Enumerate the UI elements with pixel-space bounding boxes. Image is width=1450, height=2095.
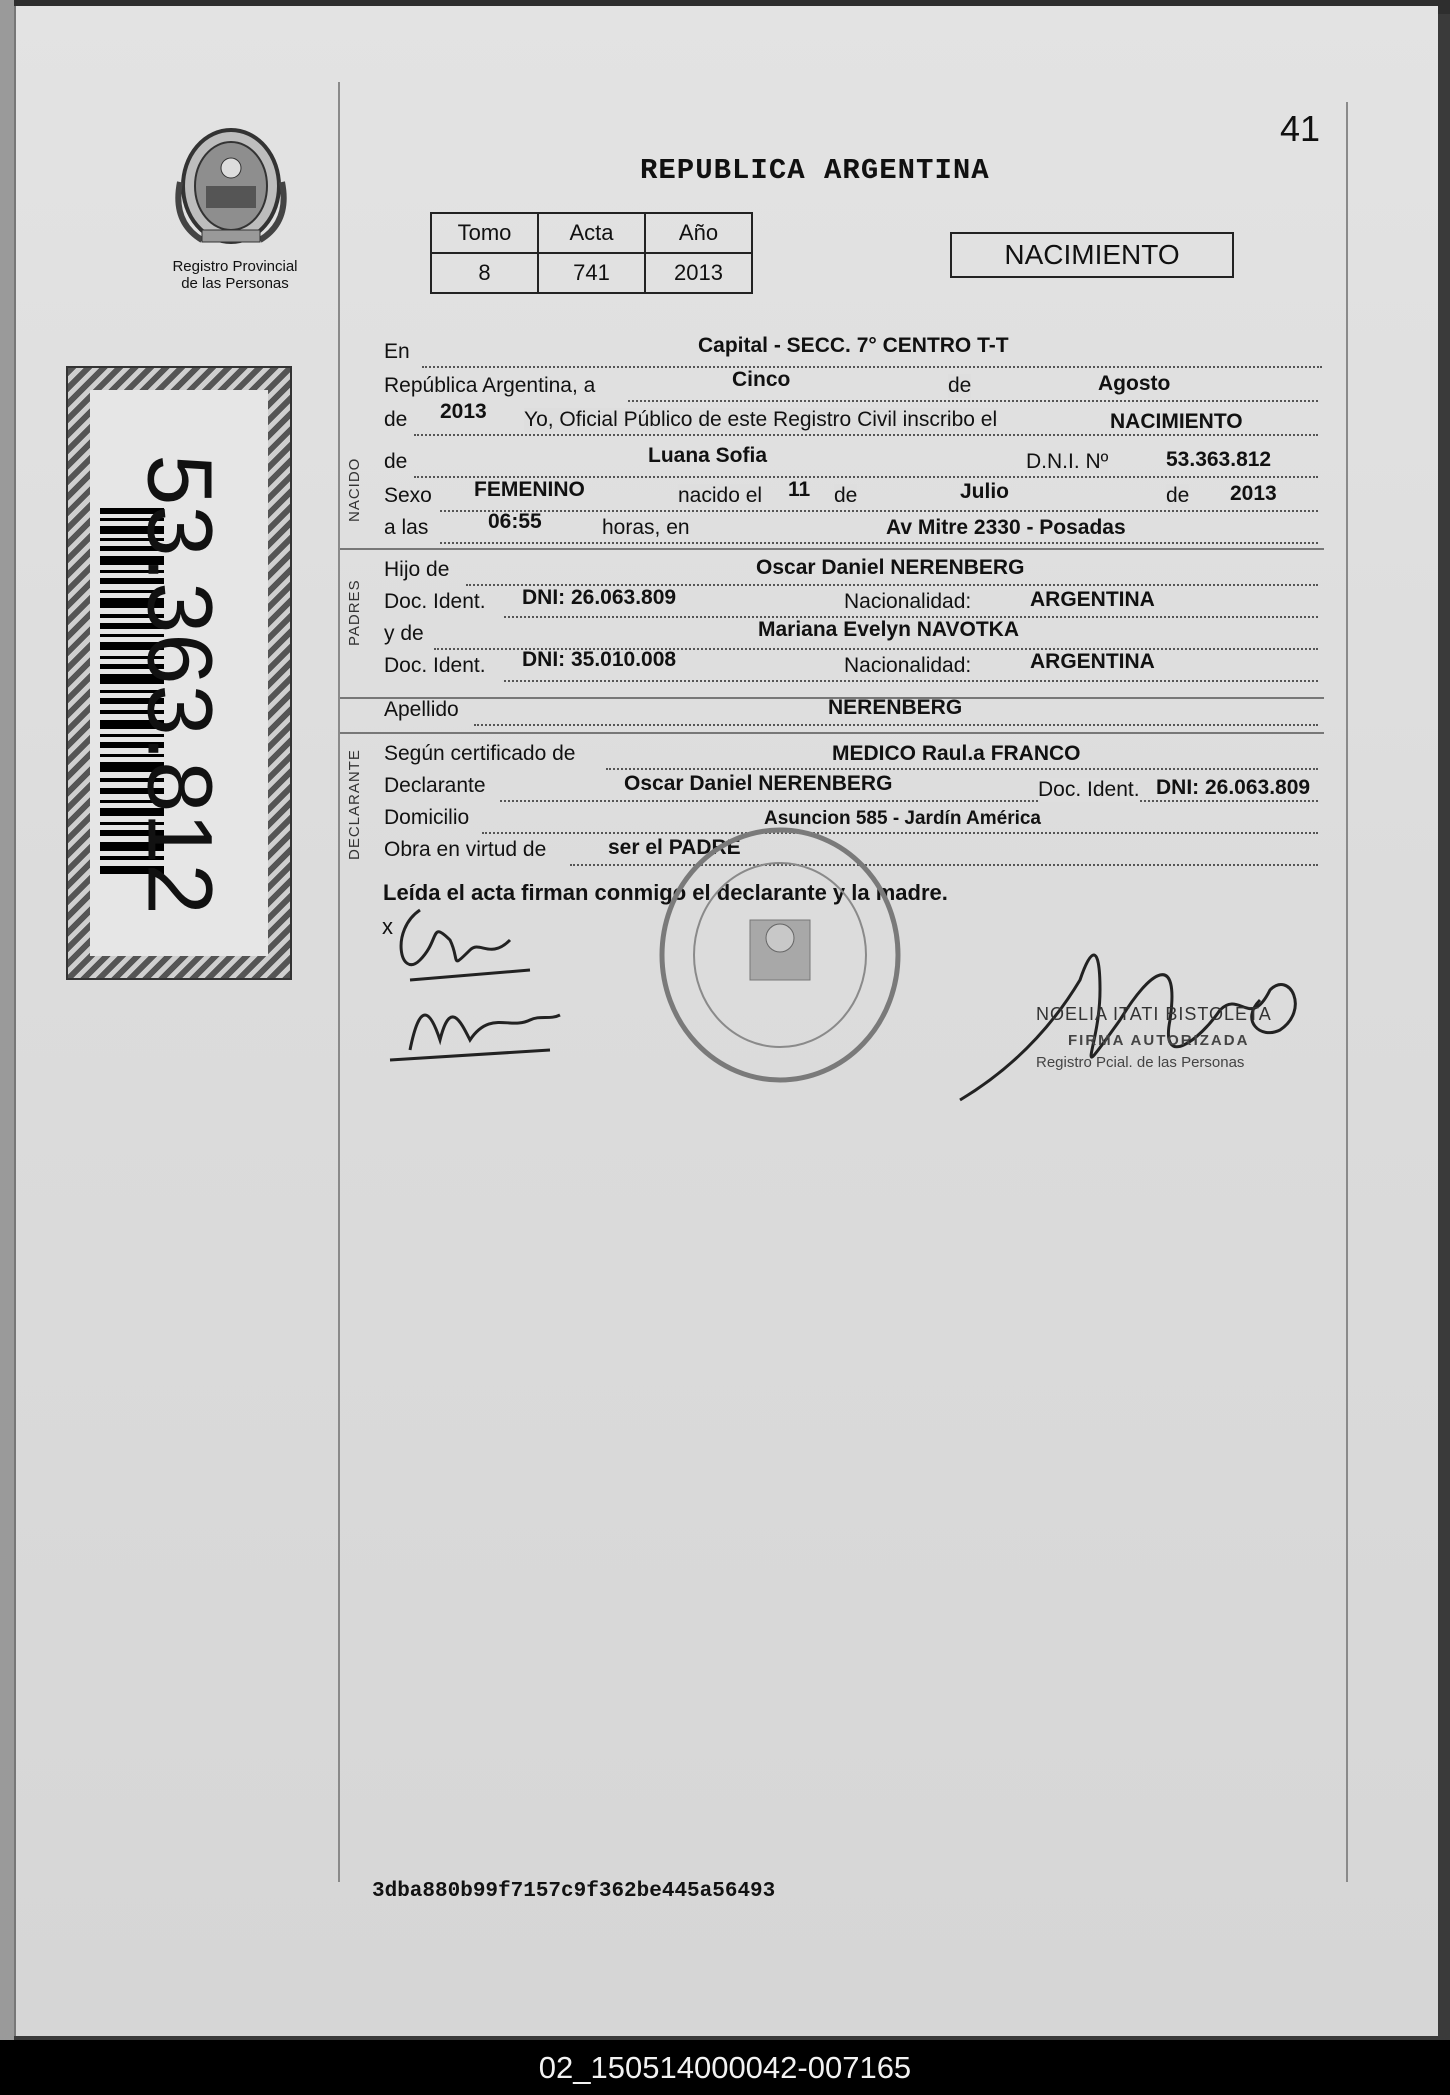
label-obra: Obra en virtud de [384,838,547,861]
table-header-acta: Acta [538,213,645,253]
field-birth-year: 2013 [1230,482,1277,505]
field-birth-place: Av Mitre 2330 - Posadas [886,516,1126,539]
scan-left-edge [0,0,14,2040]
table-value-acta: 741 [538,253,645,293]
label-alas: a las [384,516,429,539]
officer-text: Yo, Oficial Público de este Registro Civil inscribo el [524,408,998,431]
label-de3: de [834,484,858,507]
section-label-nacido: NACIDO [346,457,363,522]
field-father-nationality: ARGENTINA [1030,588,1155,611]
table-header-tomo: Tomo [431,213,538,253]
barcode-panel [66,366,292,980]
label-de: de [948,374,972,397]
label-domicilio: Domicilio [384,806,470,829]
field-mother-doc: DNI: 35.010.008 [522,648,677,671]
declarant-signature-icon [380,900,570,1080]
label-hijo: Hijo de [384,558,450,581]
field-day: Cinco [732,368,791,391]
tomo-acta-table [430,212,753,294]
field-mother: Mariana Evelyn NAVOTKA [758,618,1020,641]
label-born: nacido el [678,484,763,507]
label-republica: República Argentina, a [384,374,596,397]
record-type-box: NACIMIENTO [950,232,1234,278]
section-label-declarante: DECLARANTE [346,749,363,860]
document-title: REPUBLICA ARGENTINA [640,154,990,187]
table-header-anio: Año [645,213,752,253]
field-sex: FEMENINO [474,478,585,501]
field-dni: 53.363.812 [1166,448,1272,471]
label-doc: Doc. Ident. [384,590,486,613]
margin-line [338,82,340,1882]
label-yde: y de [384,622,424,645]
label-declarante: Declarante [384,774,486,797]
record-row-mother-doc [384,648,1324,686]
record-row-date [384,368,1324,406]
signature-mark: x [382,914,393,939]
record-row-officer [384,400,1324,440]
document-hash: 3dba880b99f7157c9f362be445a56493 [372,1880,776,1903]
field-father-doc: DNI: 26.063.809 [522,586,677,609]
field-reason: ser el PADRE [608,836,741,859]
divider [340,732,1324,734]
official-name: NOELIA ITATI BISTOLETA [1036,1004,1272,1024]
field-father: Oscar Daniel NERENBERG [756,556,1025,579]
official-role: FIRMA AUTORIZADA [1068,1032,1250,1049]
label-en: En [384,340,410,363]
label-apellido: Apellido [384,698,459,721]
scan-footer-id: 02_150514000042-007165 [0,2040,1450,2095]
label-year-prefix: de [384,408,408,431]
field-month: Agosto [1098,372,1171,395]
dotted-line [440,520,1318,544]
label-sexo: Sexo [384,484,432,507]
field-record-word: NACIMIENTO [1110,410,1243,433]
label-doc3: Doc. Ident. [1038,778,1140,801]
label-nacionalidad2: Nacionalidad: [844,654,972,677]
record-row-certificate [384,742,1324,774]
province-crest-icon [172,122,290,250]
record-row-time [384,510,1324,548]
record-row-surname [384,698,1324,730]
divider [340,548,1324,550]
field-year: 2013 [440,400,487,423]
field-declarant: Oscar Daniel NERENBERG [624,772,893,795]
field-birth-day: 11 [788,478,811,501]
field-surname: NERENBERG [828,696,963,719]
field-time: 06:55 [488,510,542,533]
label-doc2: Doc. Ident. [384,654,486,677]
field-certificate: MEDICO Raul.a FRANCO [832,742,1081,765]
field-birth-month: Julio [960,480,1010,503]
label-de2: de [384,450,408,473]
table-value-tomo: 8 [431,253,538,293]
registry-label: Registro Provincial de las Personas [172,258,298,292]
field-place: Capital - SECC. 7° CENTRO T-T [698,334,1009,357]
table-value-anio: 2013 [645,253,752,293]
label-hours: horas, en [602,516,690,539]
label-cert: Según certificado de [384,742,576,765]
barcode-number: 53.363.812 [128,454,231,915]
label-de4: de [1166,484,1190,507]
label-dni: D.N.I. Nº [1026,450,1109,473]
section-label-padres: PADRES [346,579,363,646]
field-declarant-doc: DNI: 26.063.809 [1156,776,1311,799]
record-row-place [384,334,1324,372]
field-mother-nationality: ARGENTINA [1030,650,1155,673]
record-row-declarant [384,774,1324,806]
page-number: 41 [1280,108,1321,149]
official-office: Registro Pcial. de las Personas [1036,1054,1245,1071]
official-stamp-icon [650,820,910,1090]
field-name: Luana Sofia [648,444,768,467]
label-nacionalidad: Nacionalidad: [844,590,972,613]
field-address: Asuncion 585 - Jardín América [764,808,1042,829]
closing-text: Leída el acta firman conmigo el declarante y la madre. [383,880,948,905]
